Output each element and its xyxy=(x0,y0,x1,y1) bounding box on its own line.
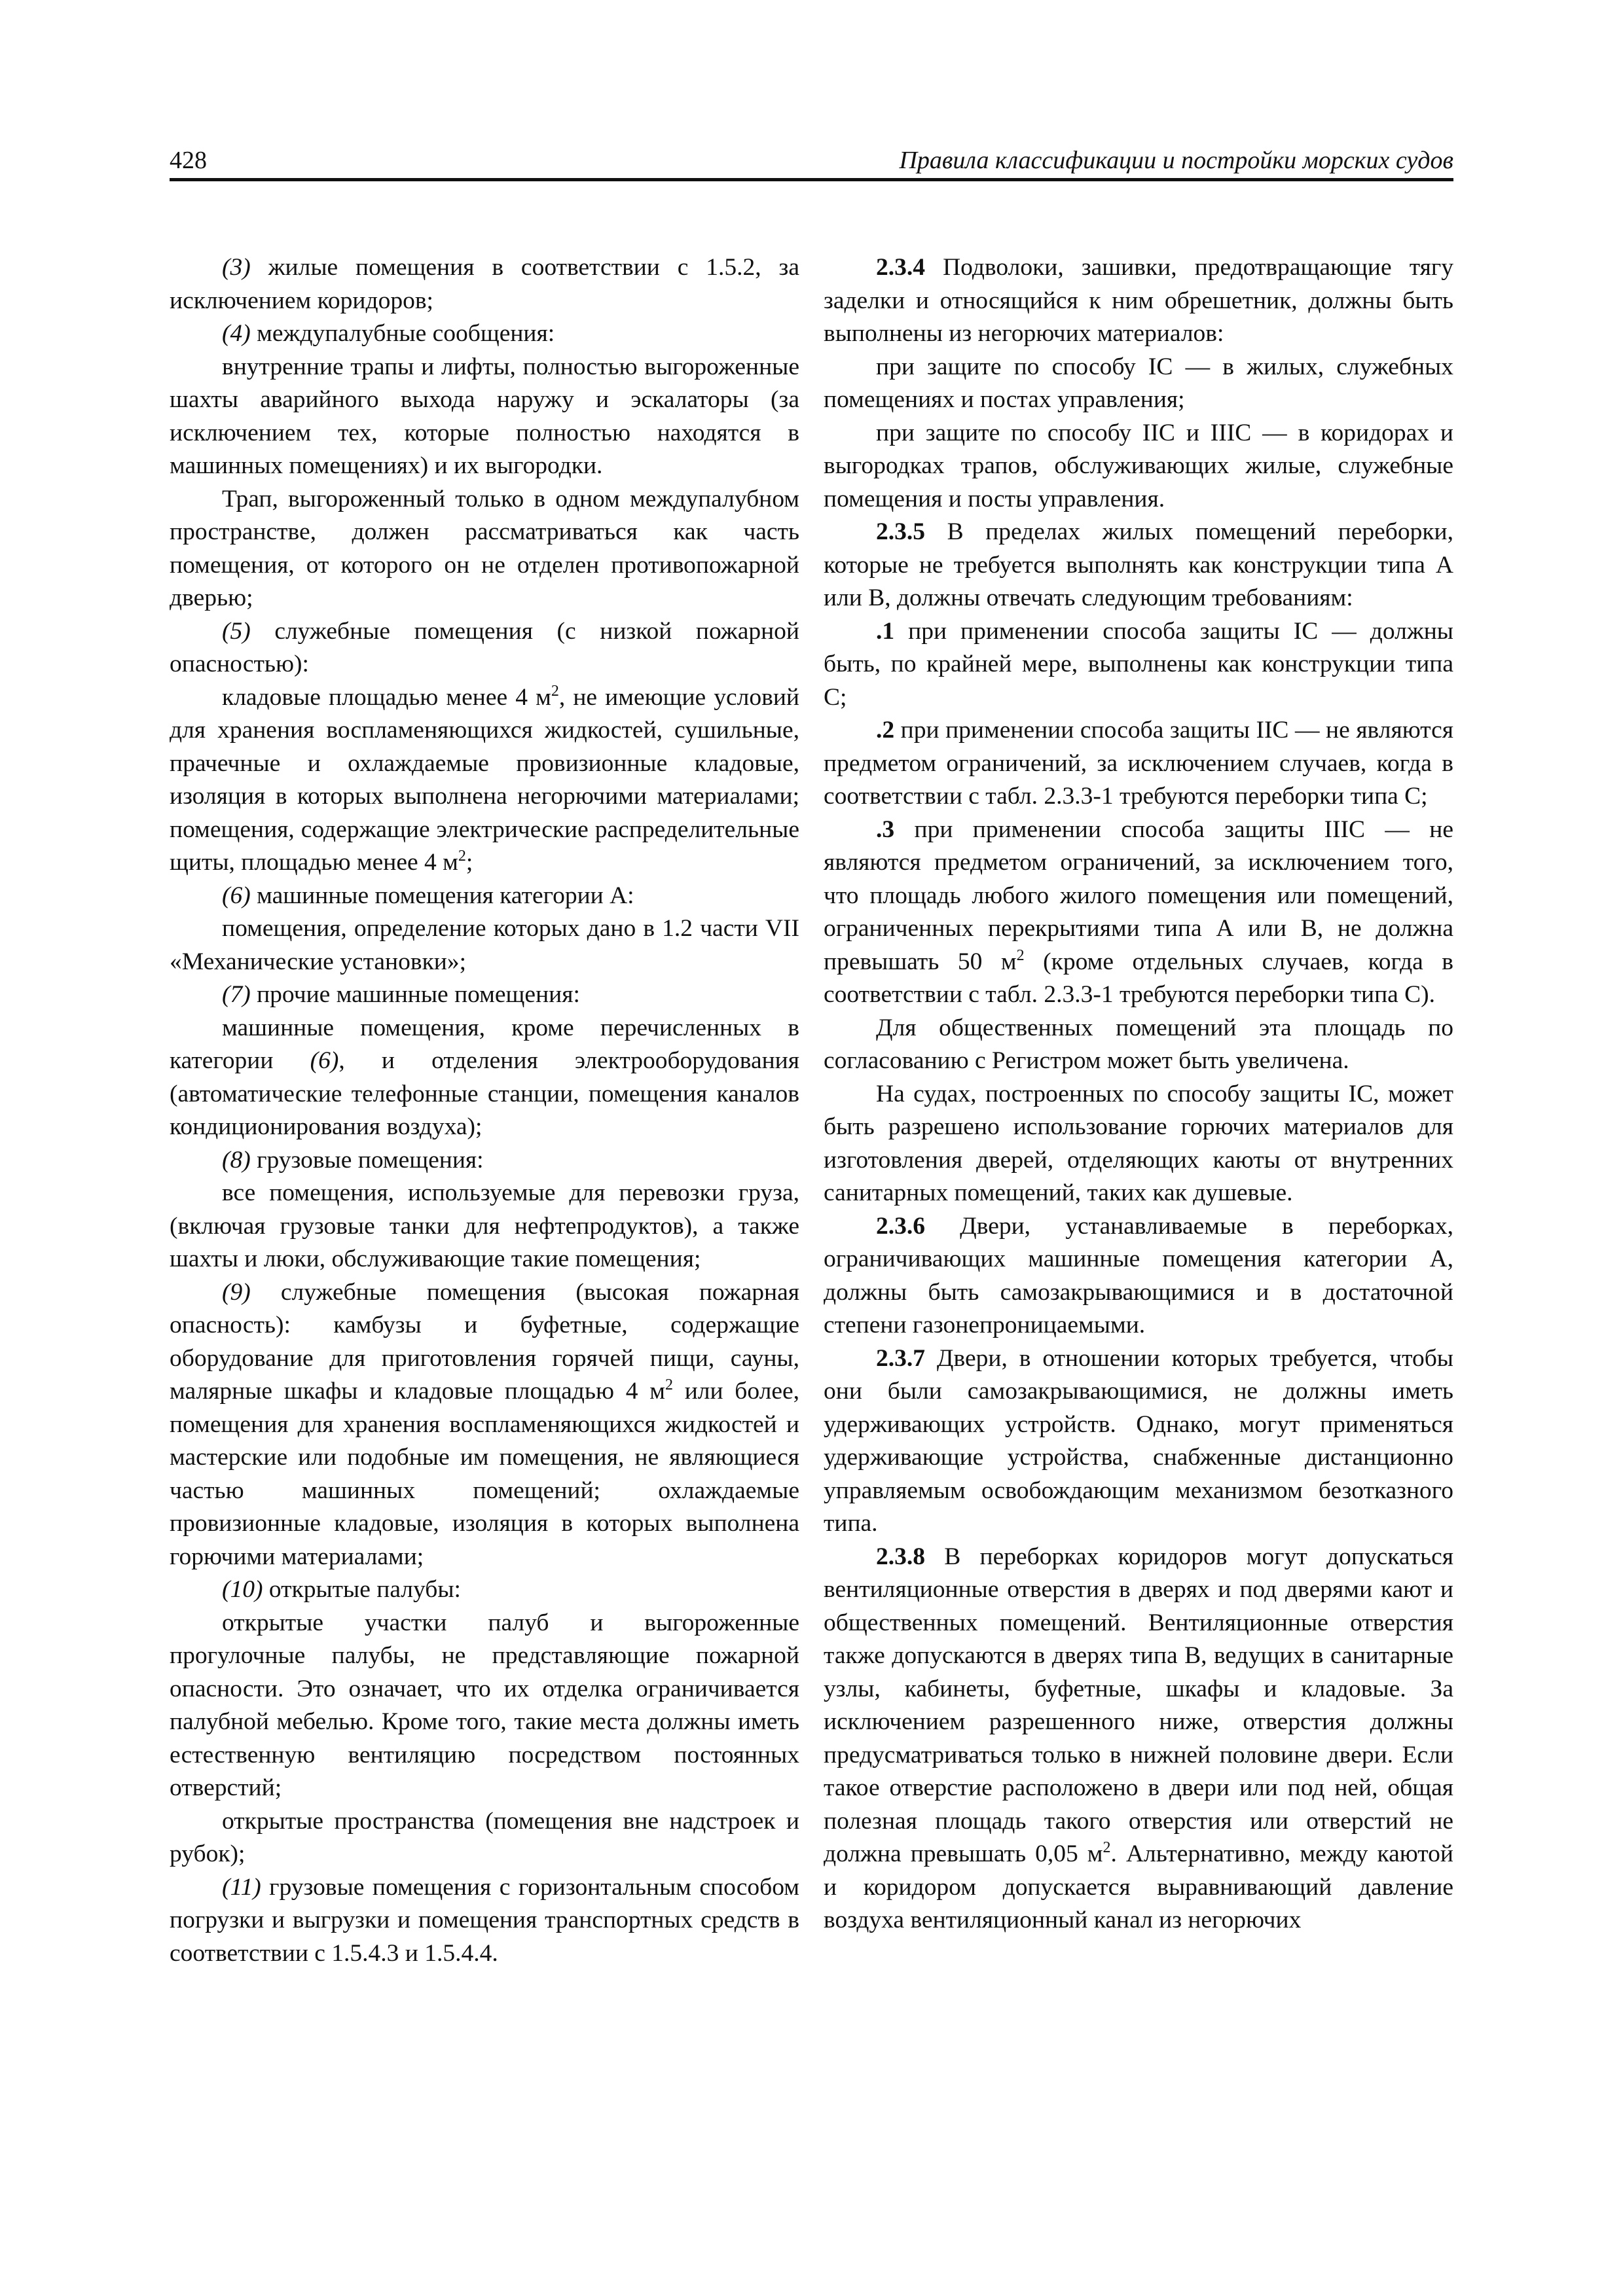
page-number: 428 xyxy=(170,147,207,174)
text-run: при применении способа защиты IIIC — не являются предметом ограничений, за исключением того, что площадь любого жилого помещения или помещений, ограниченных перекрытиями типа А или В, не должна превышать 50 м xyxy=(824,816,1453,975)
paragraph-text: машинные помещения категории А: xyxy=(250,882,634,909)
text-run: кладовые площадью менее 4 м xyxy=(222,683,551,711)
text-run: , и отделения электрооборудования (автоматические телефонные станции, помещения каналов кондиционирования воздуха); xyxy=(170,1047,799,1140)
text-run: В переборках коридоров могут допускаться вентиляционные отверстия в дверях и под дверями кают и общественных помещений. Вентиляционные отверстия также допускаются в дверях типа В, ведущих в санитарные узлы, кабинеты, буфетные, шкафы и кладовые. За исключением разрешенного ниже, отверстия должны предусматриваться только в нижней половине двери. Если такое отверстие расположено в двери или под ней, общая полезная площадь такого отверстия или отверстий не должна превышать 0,05 м xyxy=(824,1543,1453,1867)
superscript: 2 xyxy=(1103,1839,1111,1856)
paragraph-text: Двери, в отношении которых требуется, чтобы они были самозакрывающимися, не должны иметь удерживающих устройств. Однако, могут применяться удерживающие устройства, снабженные дистанционно управляемым освобождающим механизмом безотказного типа. xyxy=(824,1344,1453,1537)
running-title: Правила классификации и постройки морских судов xyxy=(899,147,1453,174)
item-number: (8) xyxy=(222,1146,251,1174)
paragraph-3 xyxy=(170,251,799,317)
paragraph-text: жилые помещения в соответствии с 1.5.2, за исключением коридоров; xyxy=(170,254,799,314)
paragraph-public-spaces: Для общественных помещений эта площадь по согласованию с Регистром может быть увеличена. xyxy=(824,1014,1453,1074)
section-number: 2.3.7 xyxy=(876,1344,925,1372)
paragraph-text: Подволоки, зашивки, предотвращающие тягу заделки и относящийся к ним обрешетник, должны быть выполнены из негорючих материалов: xyxy=(824,254,1453,347)
text-run: ; xyxy=(465,849,473,876)
item-2 xyxy=(824,714,1453,814)
item-number: (9) xyxy=(222,1278,251,1306)
section-2-3-8 xyxy=(824,1541,1453,1937)
paragraph-other-machinery xyxy=(170,1012,799,1144)
section-2-3-6 xyxy=(824,1210,1453,1342)
item-number: (6) xyxy=(222,882,251,909)
item-number: (4) xyxy=(222,320,251,347)
paragraph-text: грузовые помещения: xyxy=(250,1146,484,1174)
paragraph-9 xyxy=(170,1276,799,1574)
paragraph-4 xyxy=(170,317,799,351)
paragraph-cargo: все помещения, используемые для перевозки груза, (включая грузовые танки для нефтепродуктов), а также шахты и люки, обслуживающие такие помещения; xyxy=(170,1179,799,1272)
left-column xyxy=(170,251,799,1970)
text-run: служебные помещения (высокая пожарная опасность): камбузы и буфетные, содержащие оборудование для приготовления горячей пищи, сауны, малярные шкафы и кладовые площадью 4 м xyxy=(170,1278,799,1405)
paragraph-5 xyxy=(170,615,799,681)
paragraph-text: при применении способа защиты IIC — не являются предметом ограничений, за исключением случаев, когда в соответствии с табл. 2.3.3-1 требуются переборки типа С; xyxy=(824,717,1453,810)
item-number: (7) xyxy=(222,981,251,1008)
item-number: (6) xyxy=(310,1047,339,1074)
paragraph-trap: Трап, выгороженный только в одном междупалубном пространстве, должен рассматриваться как часть помещения, от которого он не отделен противопожарной дверью; xyxy=(170,485,799,611)
paragraph-text: прочие машинные помещения: xyxy=(250,981,580,1008)
section-number: 2.3.5 xyxy=(876,518,925,545)
section-2-3-7 xyxy=(824,1342,1453,1541)
item-number: .2 xyxy=(876,717,895,744)
section-number: 2.3.6 xyxy=(876,1212,925,1240)
paragraph-ic: при защите по способу IC — в жилых, служебных помещениях и постах управления; xyxy=(824,353,1453,413)
paragraph-7 xyxy=(170,978,799,1012)
paragraph-10 xyxy=(170,1573,799,1607)
paragraph-11 xyxy=(170,1871,799,1971)
right-column xyxy=(824,251,1453,1937)
item-number: .3 xyxy=(876,816,895,843)
page-header xyxy=(170,147,1453,180)
paragraph-6 xyxy=(170,880,799,913)
text-run: или более, помещения для хранения воспламеняющихся жидкостей и мастерские или подобные им помещения, не являющиеся частью машинных помещений; охлаждаемые провизионные кладовые, изоляция в которых выполнена горючими материалами; xyxy=(170,1378,800,1570)
item-number: (5) xyxy=(222,617,251,645)
header-rule xyxy=(170,178,1453,181)
section-number: 2.3.4 xyxy=(876,254,925,281)
paragraph-storerooms xyxy=(170,681,799,880)
text-run: (кроме отдельных случаев, когда в соответствии с табл. 2.3.3-1 требуются переборки типа С). xyxy=(824,948,1453,1008)
superscript: 2 xyxy=(665,1376,673,1393)
item-number: (3) xyxy=(222,254,251,281)
section-number: 2.3.8 xyxy=(876,1543,925,1570)
paragraph-stairs: внутренние трапы и лифты, полностью выгороженные шахты аварийного выхода наружу и эскалаторы (за исключением тех, которые полностью находятся в машинных помещениях) и их выгородки. xyxy=(170,353,799,479)
text-run: . Альтернативно, между каютой и коридором допускается выравнивающий давление воздуха вентиляционный канал из негорючих xyxy=(824,1840,1453,1933)
section-2-3-4 xyxy=(824,251,1453,351)
superscript: 2 xyxy=(458,848,466,865)
superscript: 2 xyxy=(551,682,559,700)
item-1 xyxy=(824,615,1453,715)
superscript: 2 xyxy=(1016,946,1025,964)
section-2-3-5 xyxy=(824,516,1453,615)
text-run: , не имеющие условий для хранения воспламеняющихся жидкостей, сушильные, прачечные и охлаждаемые провизионные кладовые, изоляция в которых выполнена негорючими материалами; помещения, содержащие электрические распределительные щиты, площадью менее 4 м xyxy=(170,683,799,876)
paragraph-text: грузовые помещения с горизонтальным способом погрузки и выгрузки и помещения транспортных средств в соответствии с 1.5.4.3 и 1.5.4.4. xyxy=(170,1873,799,1967)
item-number: (11) xyxy=(222,1873,261,1901)
paragraph-text: Двери, устанавливаемые в переборках, ограничивающих машинные помещения категории А, должны быть самозакрывающимися и в достаточной степени газонепроницаемыми. xyxy=(824,1212,1453,1338)
paragraph-text: междупалубные сообщения: xyxy=(250,320,555,347)
paragraph-8 xyxy=(170,1144,799,1177)
item-number: .1 xyxy=(876,617,895,645)
paragraph-open-decks: открытые участки палуб и выгороженные прогулочные палубы, не представляющие пожарной опасности. Это означает, что их отделка ограничивается палубной мебелью. Кроме того, такие места должны иметь естественную вентиляцию посредством постоянных отверстий; xyxy=(170,1609,799,1801)
paragraph-machinery-definition: помещения, определение которых дано в 1.2 части VII «Механические установки»; xyxy=(170,915,799,975)
paragraph-text: В пределах жилых помещений переборки, которые не требуется выполнять как конструкции типа А или В, должны отвечать следующим требованиям: xyxy=(824,518,1453,611)
item-number: (10) xyxy=(222,1576,263,1603)
paragraph-text: при применении способа защиты IC — должны быть, по крайней мере, выполнены как конструкции типа С; xyxy=(824,617,1453,711)
text-run: машинные помещения, кроме перечисленных в категории xyxy=(170,1014,799,1074)
paragraph-open-spaces: открытые пространства (помещения вне надстроек и рубок); xyxy=(170,1807,799,1867)
paragraph-text: служебные помещения (с низкой пожарной опасностью): xyxy=(170,617,799,677)
paragraph-ic-ships: На судах, построенных по способу защиты IC, может быть разрешено использование горючих материалов для изготовления дверей, отделяющих каюты от внутренних санитарных помещений, таких как душевые. xyxy=(824,1080,1453,1206)
paragraph-text: открытые палубы: xyxy=(263,1576,461,1603)
paragraph-iic-iiic: при защите по способу IIC и IIIC — в коридорах и выгородках трапов, обслуживающих жилые, служебные помещения и посты управления. xyxy=(824,419,1453,512)
item-3 xyxy=(824,814,1453,1012)
